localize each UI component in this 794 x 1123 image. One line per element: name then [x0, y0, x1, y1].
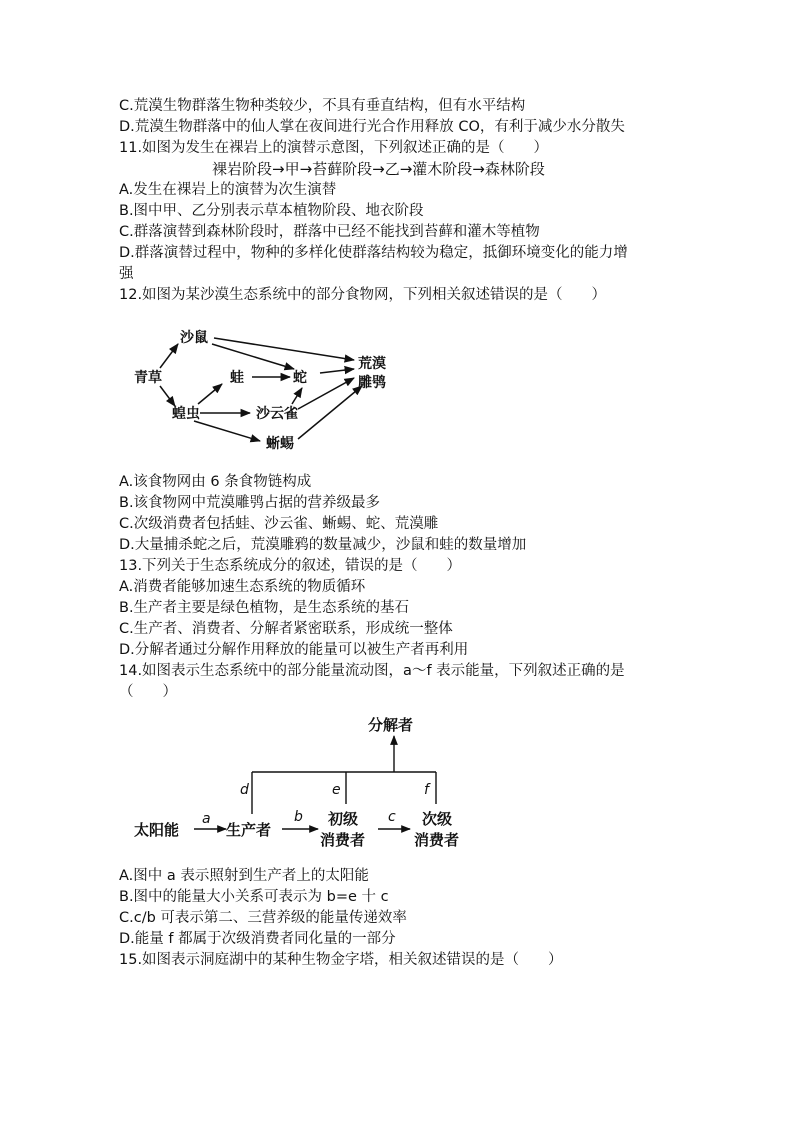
- label-d: d: [240, 782, 249, 798]
- node-producer: 生产者: [226, 821, 272, 839]
- arrow-grass-locust: [160, 386, 175, 406]
- question-12-option-b: B.该食物网中荒漠雕鸮占据的营养级最多: [119, 495, 381, 511]
- question-13-option-d: D.分解者通过分解作用释放的能量可以被生产者再利用: [119, 642, 469, 658]
- question-12-stem: 12.如图为某沙漠生态系统中的部分食物网，下列相关叙述错误的是（ ）: [119, 287, 607, 303]
- question-14-option-c: C.c/b 可表示第二、三营养级的能量传递效率: [119, 910, 407, 926]
- question-12-option-d: D.大量捕杀蛇之后，荒漠雕鸦的数量减少，沙鼠和蛙的数量增加: [119, 537, 527, 553]
- node-secondary-line2: 消费者: [414, 831, 460, 849]
- node-gerbil: 沙鼠: [180, 330, 208, 346]
- energy-flow-diagram: [122, 706, 492, 862]
- question-14-stem: 14.如图表示生态系统中的部分能量流动图，a～f 表示能量，下列叙述正确的是: [119, 663, 625, 679]
- arrow-lizard-owl: [298, 386, 362, 439]
- label-e: e: [332, 782, 341, 798]
- node-secondary-line1: 次级: [422, 810, 453, 828]
- question-12-option-a: A.该食物网由 6 条食物链构成: [119, 474, 312, 490]
- label-a: a: [202, 811, 211, 827]
- question-13-option-a: A.消费者能够加速生态系统的物质循环: [119, 579, 366, 595]
- food-web-diagram: [122, 318, 412, 462]
- option-d-line: D.荒漠生物群落中的仙人掌在夜间进行光合作用释放 CO，有利于减少水分散失: [119, 119, 625, 135]
- question-12-option-c: C.次级消费者包括蛙、沙云雀、蜥蜴、蛇、荒漠雕: [119, 516, 439, 532]
- question-13-option-c: C.生产者、消费者、分解者紧密联系，形成统一整体: [119, 621, 453, 637]
- node-locust: 蝗虫: [172, 406, 200, 422]
- node-lizard: 蜥蜴: [266, 436, 294, 452]
- node-primary-line2: 消费者: [320, 831, 366, 849]
- node-lark: 沙云雀: [256, 406, 298, 422]
- question-13-option-b: B.生产者主要是绿色植物，是生态系统的基石: [119, 600, 410, 616]
- node-frog: 蛙: [230, 370, 244, 386]
- question-11-option-a: A.发生在裸岩上的演替为次生演替: [119, 182, 337, 198]
- arrow-gerbil-snake: [212, 344, 294, 369]
- arrow-grass-gerbil: [160, 344, 178, 368]
- question-15-stem: 15.如图表示洞庭湖中的某种生物金字塔，相关叙述错误的是（ ）: [119, 952, 563, 968]
- question-11-option-b: B.图中甲、乙分别表示草本植物阶段、地衣阶段: [119, 203, 424, 219]
- question-11-option-d: D.群落演替过程中，物种的多样化使群落结构较为稳定，抵御环境变化的能力增: [119, 245, 628, 261]
- question-14-stem-cont: （ ）: [119, 684, 177, 700]
- arrow-locust-frog: [198, 384, 222, 404]
- node-sun: 太阳能: [134, 821, 180, 839]
- node-owl-line1: 荒漠: [358, 356, 386, 372]
- question-11-sequence: 裸岩阶段→甲→苔藓阶段→乙→灌木阶段→森林阶段: [212, 160, 545, 178]
- question-11-option-c: C.群落演替到森林阶段时，群落中已经不能找到苔藓和灌木等植物: [119, 224, 540, 240]
- question-13-stem: 13.下列关于生态系统成分的叙述，错误的是（ ）: [119, 558, 462, 574]
- question-14-option-b: B.图中的能量大小关系可表示为 b=e 十 c: [119, 889, 389, 905]
- option-c-line: C.荒漠生物群落生物种类较少，不具有垂直结构，但有水平结构: [119, 98, 526, 114]
- question-14-option-d: D.能量 f 都属于次级消费者同化量的一部分: [119, 931, 396, 947]
- node-grass: 青草: [134, 370, 162, 386]
- node-snake: 蛇: [293, 370, 307, 386]
- question-11-stem: 11.如图为发生在裸岩上的演替示意图，下列叙述正确的是（ ）: [119, 140, 549, 156]
- arrow-snake-owl: [320, 369, 354, 373]
- label-c: c: [388, 809, 396, 825]
- arrow-locust-lizard: [194, 421, 260, 441]
- label-f: f: [424, 782, 429, 798]
- question-14-option-a: A.图中 a 表示照射到生产者上的太阳能: [119, 868, 369, 884]
- question-11-option-d-cont: 强: [119, 266, 134, 282]
- node-primary-line1: 初级: [328, 810, 359, 828]
- arrow-lark-snake: [292, 388, 302, 404]
- arrow-gerbil-owl: [214, 338, 354, 360]
- label-b: b: [294, 809, 303, 825]
- node-owl-line2: 雕鸮: [358, 375, 386, 391]
- node-decomposer: 分解者: [368, 716, 414, 734]
